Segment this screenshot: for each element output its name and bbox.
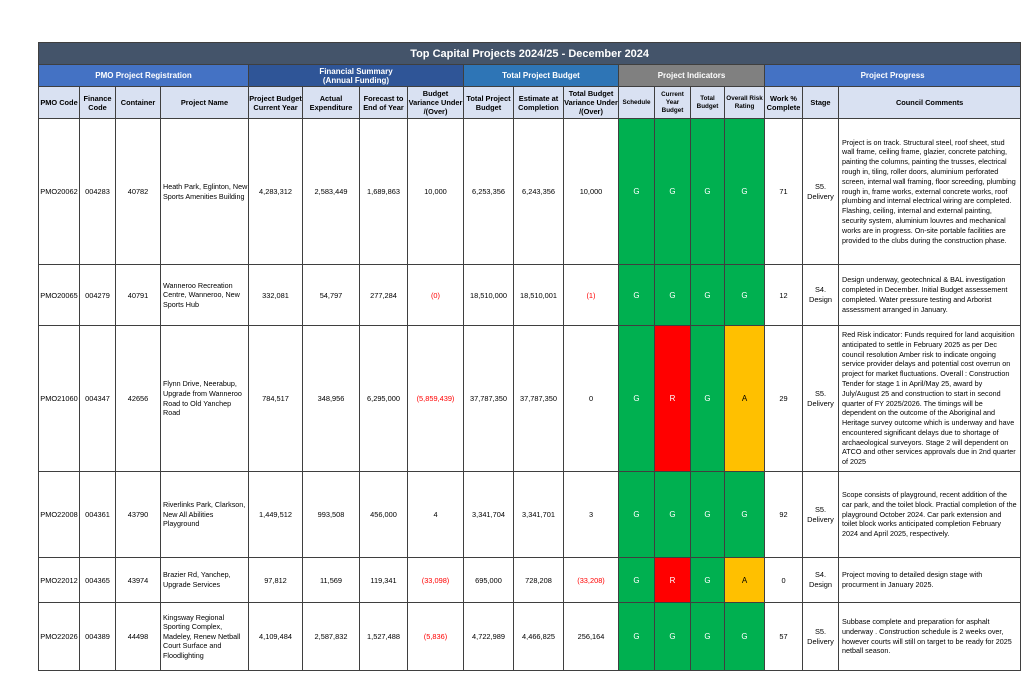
estimate-at-completion: 37,787,350 bbox=[514, 326, 564, 472]
col-stage: Stage bbox=[803, 87, 839, 119]
overall-risk-indicator: G bbox=[725, 119, 765, 265]
total-budget-indicator: G bbox=[691, 119, 725, 265]
col-total-project-budget: Total Project Budget bbox=[464, 87, 514, 119]
current-year-budget-indicator: G bbox=[655, 119, 691, 265]
council-comment: Project is on track. Structural steel, roof sheet, stud wall frame, ceiling frame, glazier, concrete patching, painting the columns, painting the trusses, electrical rough in, tiling, roller doors, aluminium perforated screen, internal wall framing, floor screeding, plumbing rough in, frame works, external concrete works, roof plumbing and internal electrical wiring are completed. Flashing, ceiling, internal and external painting, security system, aluminium louvres and mechanical works are in progress. On-site portable facilities are provided to the clubs during the construction phase. bbox=[839, 119, 1021, 265]
col-pmo-code: PMO Code bbox=[39, 87, 80, 119]
total-budget-variance: 256,164 bbox=[564, 603, 619, 671]
project-name: Heath Park, Eglinton, New Sports Amenities Building bbox=[161, 119, 249, 265]
project-name: Kingsway Regional Sporting Complex, Madeley, Renew Netball Court Surface and Floodlighting bbox=[161, 603, 249, 671]
group-project-indicators: Project Indicators bbox=[619, 65, 765, 87]
actual-expenditure: 348,956 bbox=[303, 326, 360, 472]
schedule-indicator: G bbox=[619, 265, 655, 326]
project-budget-cy: 97,812 bbox=[249, 558, 303, 603]
council-comment: Scope consists of playground, recent addition of the car park, and the toilet block. Practial completion of the playground October 2024. Car park extension and toilet block works anticipated completion February 2024 and April 2025, respectively. bbox=[839, 472, 1021, 558]
total-budget-variance: 10,000 bbox=[564, 119, 619, 265]
schedule-indicator: G bbox=[619, 472, 655, 558]
col-total-budget-variance: Total Budget Variance Under /(Over) bbox=[564, 87, 619, 119]
actual-expenditure: 11,569 bbox=[303, 558, 360, 603]
total-budget-variance: (1) bbox=[564, 265, 619, 326]
stage: S4. Design bbox=[803, 265, 839, 326]
work-complete: 0 bbox=[765, 558, 803, 603]
estimate-at-completion: 6,243,356 bbox=[514, 119, 564, 265]
total-budget-indicator: G bbox=[691, 472, 725, 558]
group-project-progress: Project Progress bbox=[765, 65, 1021, 87]
col-work-complete: Work % Complete bbox=[765, 87, 803, 119]
stage: S5. Delivery bbox=[803, 603, 839, 671]
col-container: Container bbox=[116, 87, 161, 119]
actual-expenditure: 2,583,449 bbox=[303, 119, 360, 265]
project-budget-cy: 784,517 bbox=[249, 326, 303, 472]
pmo-code: PMO20065 bbox=[39, 265, 80, 326]
container-code: 42656 bbox=[116, 326, 161, 472]
overall-risk-indicator: G bbox=[725, 603, 765, 671]
overall-risk-indicator: A bbox=[725, 326, 765, 472]
budget-variance: 10,000 bbox=[408, 119, 464, 265]
total-project-budget: 695,000 bbox=[464, 558, 514, 603]
group-financial-summary-line2: (Annual Funding) bbox=[322, 75, 390, 85]
total-budget-indicator: G bbox=[691, 265, 725, 326]
current-year-budget-indicator: G bbox=[655, 265, 691, 326]
actual-expenditure: 2,587,832 bbox=[303, 603, 360, 671]
group-financial-summary bbox=[249, 65, 464, 87]
col-council-comments: Council Comments bbox=[839, 87, 1021, 119]
capital-projects-report bbox=[38, 42, 1020, 671]
total-project-budget: 4,722,989 bbox=[464, 603, 514, 671]
container-code: 40791 bbox=[116, 265, 161, 326]
current-year-budget-indicator: G bbox=[655, 603, 691, 671]
council-comment: Subbase complete and preparation for asphalt underway . Construction schedule is 2 weeks over, however courts will still on target to be ready for 2025 netball season. bbox=[839, 603, 1021, 671]
forecast-end-of-year: 1,689,863 bbox=[360, 119, 408, 265]
table-row bbox=[39, 326, 1021, 472]
work-complete: 57 bbox=[765, 603, 803, 671]
col-project-budget-cy: Project Budget Current Year bbox=[249, 87, 303, 119]
project-name: Wanneroo Recreation Centre, Wanneroo, New Sports Hub bbox=[161, 265, 249, 326]
forecast-end-of-year: 456,000 bbox=[360, 472, 408, 558]
col-budget-variance: Budget Variance Under /(Over) bbox=[408, 87, 464, 119]
schedule-indicator: G bbox=[619, 558, 655, 603]
finance-code: 004283 bbox=[80, 119, 116, 265]
table-body bbox=[39, 119, 1021, 671]
stage: S5. Delivery bbox=[803, 326, 839, 472]
table-row bbox=[39, 472, 1021, 558]
container-code: 43974 bbox=[116, 558, 161, 603]
total-budget-variance: 0 bbox=[564, 326, 619, 472]
stage: S5. Delivery bbox=[803, 119, 839, 265]
actual-expenditure: 993,508 bbox=[303, 472, 360, 558]
actual-expenditure: 54,797 bbox=[303, 265, 360, 326]
estimate-at-completion: 728,208 bbox=[514, 558, 564, 603]
estimate-at-completion: 3,341,701 bbox=[514, 472, 564, 558]
group-total-project-budget: Total Project Budget bbox=[464, 65, 619, 87]
current-year-budget-indicator: R bbox=[655, 558, 691, 603]
total-budget-variance: 3 bbox=[564, 472, 619, 558]
total-budget-indicator: G bbox=[691, 558, 725, 603]
total-project-budget: 37,787,350 bbox=[464, 326, 514, 472]
budget-variance: (5,859,439) bbox=[408, 326, 464, 472]
column-header-row bbox=[39, 87, 1021, 119]
col-estimate-completion: Estimate at Completion bbox=[514, 87, 564, 119]
forecast-end-of-year: 6,295,000 bbox=[360, 326, 408, 472]
budget-variance: (33,098) bbox=[408, 558, 464, 603]
total-project-budget: 6,253,356 bbox=[464, 119, 514, 265]
project-name: Riverlinks Park, Clarkson, New All Abilities Playground bbox=[161, 472, 249, 558]
budget-variance: (5,836) bbox=[408, 603, 464, 671]
estimate-at-completion: 18,510,001 bbox=[514, 265, 564, 326]
project-budget-cy: 1,449,512 bbox=[249, 472, 303, 558]
group-pmo-registration: PMO Project Registration bbox=[39, 65, 249, 87]
pmo-code: PMO22012 bbox=[39, 558, 80, 603]
forecast-end-of-year: 119,341 bbox=[360, 558, 408, 603]
schedule-indicator: G bbox=[619, 119, 655, 265]
report-title: Top Capital Projects 2024/25 - December 2024 bbox=[39, 43, 1021, 65]
pmo-code: PMO22008 bbox=[39, 472, 80, 558]
col-forecast: Forecast to End of Year bbox=[360, 87, 408, 119]
overall-risk-indicator: A bbox=[725, 558, 765, 603]
council-comment: Project moving to detailed design stage with procurment in January 2025. bbox=[839, 558, 1021, 603]
group-financial-summary-line1: Financial Summary bbox=[319, 66, 393, 76]
forecast-end-of-year: 1,527,488 bbox=[360, 603, 408, 671]
project-budget-cy: 4,109,484 bbox=[249, 603, 303, 671]
col-finance-code: Finance Code bbox=[80, 87, 116, 119]
table-row bbox=[39, 265, 1021, 326]
schedule-indicator: G bbox=[619, 603, 655, 671]
work-complete: 71 bbox=[765, 119, 803, 265]
finance-code: 004365 bbox=[80, 558, 116, 603]
council-comment: Design underway, geotechnical & BAL investigation completed in December. Initial Budget assessement completed. Water pressure testing and Arborist assessment arranged in January. bbox=[839, 265, 1021, 326]
col-project-name: Project Name bbox=[161, 87, 249, 119]
budget-variance: 4 bbox=[408, 472, 464, 558]
schedule-indicator: G bbox=[619, 326, 655, 472]
finance-code: 004347 bbox=[80, 326, 116, 472]
finance-code: 004279 bbox=[80, 265, 116, 326]
table-row bbox=[39, 119, 1021, 265]
table-row bbox=[39, 603, 1021, 671]
pmo-code: PMO22026 bbox=[39, 603, 80, 671]
total-budget-indicator: G bbox=[691, 603, 725, 671]
finance-code: 004361 bbox=[80, 472, 116, 558]
forecast-end-of-year: 277,284 bbox=[360, 265, 408, 326]
projects-table bbox=[38, 42, 1021, 671]
container-code: 44498 bbox=[116, 603, 161, 671]
col-schedule: Schedule bbox=[619, 87, 655, 119]
overall-risk-indicator: G bbox=[725, 265, 765, 326]
total-project-budget: 18,510,000 bbox=[464, 265, 514, 326]
project-name: Flynn Drive, Neerabup, Upgrade from Wanneroo Road to Old Yanchep Road bbox=[161, 326, 249, 472]
col-actual-expenditure: Actual Expenditure bbox=[303, 87, 360, 119]
budget-variance: (0) bbox=[408, 265, 464, 326]
col-overall-risk: Overall Risk Rating bbox=[725, 87, 765, 119]
pmo-code: PMO21060 bbox=[39, 326, 80, 472]
current-year-budget-indicator: R bbox=[655, 326, 691, 472]
estimate-at-completion: 4,466,825 bbox=[514, 603, 564, 671]
total-project-budget: 3,341,704 bbox=[464, 472, 514, 558]
total-budget-variance: (33,208) bbox=[564, 558, 619, 603]
pmo-code: PMO20062 bbox=[39, 119, 80, 265]
col-total-budget: Total Budget bbox=[691, 87, 725, 119]
finance-code: 004389 bbox=[80, 603, 116, 671]
project-name: Brazier Rd, Yanchep, Upgrade Services bbox=[161, 558, 249, 603]
container-code: 43790 bbox=[116, 472, 161, 558]
overall-risk-indicator: G bbox=[725, 472, 765, 558]
container-code: 40782 bbox=[116, 119, 161, 265]
project-budget-cy: 4,283,312 bbox=[249, 119, 303, 265]
total-budget-indicator: G bbox=[691, 326, 725, 472]
work-complete: 12 bbox=[765, 265, 803, 326]
work-complete: 29 bbox=[765, 326, 803, 472]
stage: S5. Delivery bbox=[803, 472, 839, 558]
work-complete: 92 bbox=[765, 472, 803, 558]
current-year-budget-indicator: G bbox=[655, 472, 691, 558]
col-current-year-budget: Current Year Budget bbox=[655, 87, 691, 119]
project-budget-cy: 332,081 bbox=[249, 265, 303, 326]
table-row bbox=[39, 558, 1021, 603]
stage: S4. Design bbox=[803, 558, 839, 603]
council-comment: Red Risk indicator: Funds required for land acquisition anticipated to settle in February 2025 as per Dec council resolution Amber risk to indicate ongoing service provider delays and potential cost overrun on project for market fluctuations. Overall : Construction Tender for stage 1 in April/May 25, award by July/August 25 and construction to start in second quarter of FY 2025/2026. The timings will be dependent on the outcome of the Aboriginal and Heritage survey outcome which is underway and have encountered significant delays due to shortage of archaeological surveyors. Stage 2 will dependent on ATCO and other services approvals due in 2nd quarter of 2025 bbox=[839, 326, 1021, 472]
